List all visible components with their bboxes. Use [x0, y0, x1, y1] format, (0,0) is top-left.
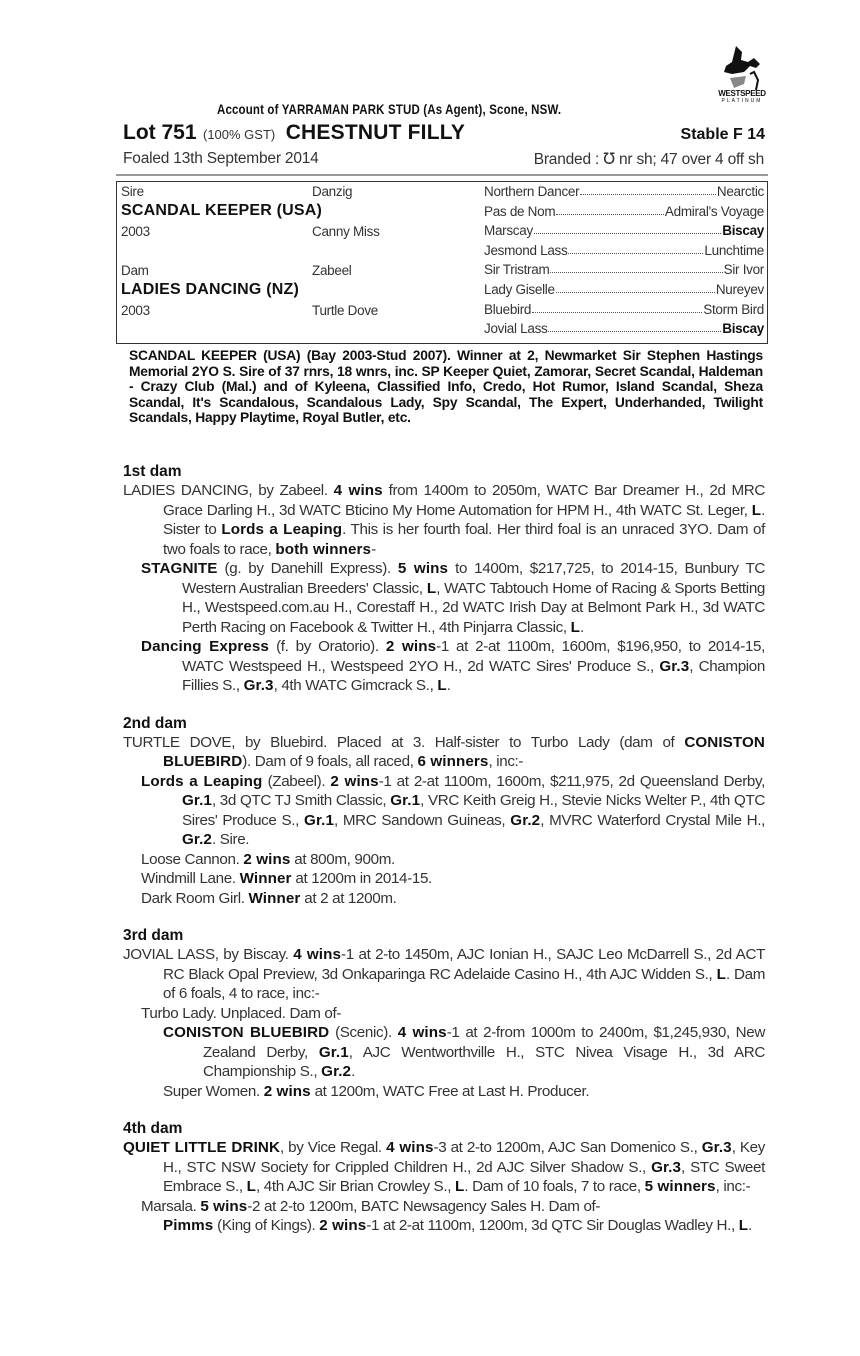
bold-text: L — [426, 579, 437, 597]
ancestor-sire: Biscay — [722, 223, 764, 239]
ancestor-name: Sir Tristram — [484, 262, 550, 278]
ancestor-name: Jovial Lass — [484, 321, 548, 337]
leader-dots — [556, 282, 715, 293]
bold-text: 2 wins — [263, 1082, 311, 1100]
text-run: , WATC Tabtouch Home of Racing & Sports Betting H., Westspeed.com.au H., Corestaff H., 2d WATC Irish Day at Belmont Park H., 3d WATC Perth Racing on Facebook & Twitter H., 4th Pinjarra Classic, — [182, 579, 766, 636]
text-run: , 4th AJC Sir Brian Crowley S., — [255, 1178, 455, 1195]
family-entry — [123, 1216, 765, 1236]
family-entry — [123, 1023, 765, 1082]
text-run: . — [351, 1063, 355, 1080]
family-entry — [123, 945, 765, 1004]
ancestor-name: Lady Giselle — [484, 282, 555, 297]
bold-text: Gr.3 — [243, 677, 274, 694]
sire-year: 2003 — [121, 224, 150, 239]
bold-text: 2 wins — [319, 1217, 367, 1234]
dam-section — [123, 462, 765, 696]
family-entry — [123, 772, 765, 850]
text-run: , Champion Fillies S., — [182, 657, 766, 694]
family-entry — [123, 733, 765, 772]
text-run: . — [446, 677, 451, 694]
bold-text: 6 winners — [417, 753, 489, 770]
ancestor-row — [484, 223, 764, 238]
family-entry — [123, 637, 765, 696]
bold-text: Gr.1 — [182, 792, 212, 809]
logo-text: WESTSPEED — [718, 89, 766, 98]
text-run: ). Dam of 9 foals, all raced, — [242, 753, 418, 770]
bold-text: Dancing Express — [141, 638, 269, 655]
text-run: - — [371, 540, 376, 558]
text-run: , by Vice Regal. — [280, 1139, 387, 1156]
family-entry — [123, 1082, 765, 1102]
text-run: -1 at 2-at 1100m, 1200m, 3d QTC Sir Douglas Wadley H., — [366, 1217, 739, 1234]
bold-text: L — [570, 618, 580, 636]
dam-section — [123, 926, 765, 1101]
bold-text: L — [246, 1178, 256, 1195]
bold-text: Lords a Leaping — [221, 521, 343, 538]
text-run: , Key H., STC NSW Society for Crippled Children H., 2d AJC Silver Shadow S., — [163, 1139, 765, 1176]
text-run: . Dam of 10 foals, 7 to race, — [464, 1178, 645, 1195]
text-run: (King of Kings). — [213, 1217, 320, 1234]
ancestor-sire: Lunchtime — [704, 242, 764, 258]
text-run: -1 at 2-at 1100m, 1600m, $211,975, 2d Queensland Derby, — [378, 772, 765, 790]
bold-text: 4 wins — [397, 1024, 447, 1041]
text-run: Super Women. — [163, 1082, 264, 1100]
bold-text: 2 wins — [243, 850, 291, 868]
ancestor-sire: Sir Ivor — [723, 262, 764, 278]
dam-name: LADIES DANCING (NZ) — [121, 281, 300, 298]
bold-text: 4 wins — [293, 946, 342, 963]
bold-text: Gr.3 — [651, 1158, 682, 1176]
ancestor-name: Marscay — [484, 223, 533, 239]
family-entry — [123, 889, 765, 909]
text-run: at 1200m in 2014-15. — [291, 870, 432, 887]
bold-text: Winner — [239, 870, 292, 887]
ancestor-row — [484, 262, 764, 277]
text-run: , STC Sweet Embrace S., — [163, 1158, 765, 1195]
text-run: , MRC Sandown Guineas, — [334, 811, 511, 829]
brand-marks: Branded : ℧ nr sh; 47 over 4 off sh — [533, 151, 764, 168]
lot-header — [123, 121, 765, 147]
bold-text: Lords a Leaping — [141, 772, 263, 790]
bold-text: Gr.2 — [510, 811, 541, 829]
bold-text: both winners — [275, 540, 372, 558]
family-entry — [123, 1004, 765, 1024]
ancestor-row — [484, 184, 764, 199]
text-run: -1 at 2-at 1100m, 1600m, $196,950, to 2014-15, WATC Westspeed H., Westspeed 2YO H., 2d WATC Sires' Produce S., — [182, 638, 765, 675]
bold-text: 2 wins — [385, 638, 437, 655]
gst-note: (100% GST) — [202, 127, 276, 142]
dam-section — [123, 1119, 765, 1236]
pedigree-table — [116, 181, 768, 344]
bold-text: Gr.3 — [659, 657, 690, 675]
bold-text: STAGNITE — [141, 560, 218, 577]
bold-text: 5 winners — [644, 1178, 716, 1195]
bold-text: Gr.1 — [304, 811, 334, 829]
bold-text: 4 wins — [333, 482, 383, 499]
bold-text: Gr.1 — [390, 792, 421, 809]
text-run: (g. by Danehill Express). — [217, 560, 398, 577]
text-run: . This is her fourth foal. Her third foal is an unraced 3YO. Dam of two foals to race, — [163, 521, 765, 558]
text-run: Marsala. — [141, 1197, 201, 1215]
bold-text: Gr.1 — [318, 1043, 349, 1061]
logo-subtext: PLATINUM — [721, 98, 763, 104]
dam-section — [123, 714, 765, 909]
ancestor-name: Bluebird — [484, 301, 532, 317]
text-run: . — [580, 618, 584, 636]
text-run: -1 at 2-from 1000m to 2400m, $1,245,930, New Zealand Derby, — [203, 1024, 766, 1061]
sire-name: SCANDAL KEEPER (USA) — [121, 202, 323, 219]
bold-text: Gr.2 — [321, 1063, 352, 1080]
dam-sire: Zabeel — [312, 263, 352, 278]
dam-dam: Turtle Dove — [312, 303, 378, 318]
ancestor-sire: Storm Bird — [703, 301, 764, 317]
text-run: , 4th WATC Gimcrack S., — [273, 677, 438, 694]
section-heading: 3rd dam — [123, 927, 184, 944]
text-run: Dark Room Girl. — [141, 889, 249, 907]
bold-text: Winner — [248, 889, 301, 907]
section-heading: 1st dam — [123, 463, 182, 480]
text-run: , MVRC Waterford Crystal Mile H., — [540, 811, 765, 829]
lot-number: Lot 751 — [123, 121, 197, 144]
text-run: at 800m, 900m. — [290, 850, 395, 868]
bold-text: Pimms — [163, 1217, 214, 1234]
ancestor-row — [484, 204, 764, 219]
bold-text: QUIET LITTLE DRINK — [123, 1139, 281, 1156]
dam-label: Dam — [121, 263, 149, 278]
horse-silhouette-icon — [720, 44, 764, 90]
ancestor-sire: Admiral's Voyage — [664, 203, 764, 219]
sire-summary: SCANDAL KEEPER (USA) (Bay 2003-Stud 2007). Winner at 2, Newmarket Sir Stephen Hastings Memorial 2YO S. Sire of 37 rnrs, 18 wnrs, inc. SP Keeper Quiet, Zamorar, Secret Scandal, Haldeman - Crazy Club (Mal.) and of Kyleena, Classified Info, Credo, Hot Rumor, Island Scandal, Sheza Scandal, It's Scandalous, Scandalous Lady, Spy Scandal, The Expert, Underhanded, Twilight Scandals, Happy Playtime, Royal Butler, etc. — [129, 348, 763, 425]
ancestor-name: Jesmond Lass — [484, 242, 568, 258]
text-run: TURTLE DOVE, by Bluebird. Placed at 3. Half-sister to Turbo Lady (dam of — [123, 733, 685, 751]
text-run: -1 at 2-to 1450m, AJC Ionian H., SAJC Leo McDarrell S., 2d ACT RC Black Opal Preview, 3d Onkaparinga RC Adelaide Casino H., 4th AJC Widden S., — [163, 946, 765, 983]
ancestor-row — [484, 321, 764, 336]
text-run: -3 at 2-to 1200m, AJC San Domenico S., — [433, 1139, 702, 1156]
text-run: from 1400m to 2050m, WATC Bar Dreamer H., 2d MRC Grace Darling H., 3d WATC Bticino My Home Automation for HPM H., 4th WATC St. Leger, — [163, 482, 765, 519]
bold-text: 5 wins — [200, 1197, 248, 1215]
text-run: , inc:- — [715, 1178, 751, 1195]
family-details — [123, 462, 765, 1254]
leader-dots — [568, 243, 703, 254]
text-run: JOVIAL LASS, by Biscay. — [123, 946, 294, 963]
text-run: . — [748, 1217, 752, 1234]
family-entry — [123, 481, 765, 559]
bold-text: L — [454, 1178, 465, 1195]
stable-location: Stable F 14 — [680, 126, 765, 143]
text-run: . Sister to — [163, 501, 765, 538]
family-entry — [123, 1138, 765, 1197]
text-run: Loose Cannon. — [141, 850, 244, 868]
family-entry — [123, 850, 765, 870]
text-run: Turbo Lady. Unplaced. Dam of- — [141, 1004, 342, 1022]
bold-text: L — [437, 677, 447, 694]
section-heading: 4th dam — [123, 1120, 183, 1137]
text-run: at 2 at 1200m. — [300, 889, 397, 907]
text-run: at 1200m, WATC Free at Last H. Producer. — [310, 1082, 590, 1100]
ancestor-row — [484, 243, 764, 258]
horse-description: CHESTNUT FILLY — [285, 121, 466, 144]
text-run: -2 at 2-to 1200m, BATC Newsagency Sales H. Dam of- — [247, 1197, 601, 1215]
family-entry — [123, 869, 765, 889]
text-run: . Dam of 6 foals, 4 to race, inc:- — [163, 965, 766, 1002]
text-run: , VRC Keith Greig H., Stevie Nicks Welter P., 4th QTC Sires' Produce S., — [182, 792, 765, 829]
sire-label: Sire — [121, 184, 144, 199]
bold-text: 4 wins — [386, 1139, 434, 1156]
text-run: , AJC Wentworthville H., STC Nivea Visage H., 3d ARC Championship S., — [203, 1043, 765, 1080]
dam-year: 2003 — [121, 303, 150, 318]
leader-dots — [550, 262, 722, 273]
text-run: (f. by Oratorio). — [268, 638, 386, 655]
bold-text: Gr.3 — [701, 1139, 732, 1156]
ancestor-sire: Nearctic — [716, 184, 764, 199]
leader-dots — [556, 204, 664, 215]
vendor-account: Account of YARRAMAN PARK STUD (As Agent), Scone, NSW. — [217, 101, 562, 117]
text-run: (Zabeel). — [262, 772, 331, 790]
text-run: Windmill Lane. — [141, 870, 240, 887]
leader-dots — [580, 184, 716, 195]
ancestor-row — [484, 282, 764, 297]
bold-text: 2 wins — [330, 772, 379, 790]
westspeed-platinum-logo — [712, 44, 772, 106]
sire-sire: Danzig — [312, 184, 353, 199]
bold-text: CONISTON BLUEBIRD — [163, 733, 765, 770]
sire-dam: Canny Miss — [312, 224, 380, 239]
bold-text: L — [716, 965, 726, 983]
bold-text: L — [751, 501, 762, 519]
section-heading: 2nd dam — [123, 714, 187, 732]
family-entry — [123, 1197, 765, 1217]
leader-dots — [548, 321, 721, 332]
bold-text: 5 wins — [397, 560, 449, 577]
bold-text: Gr.2 — [182, 831, 212, 848]
ancestor-sire: Biscay — [722, 321, 764, 337]
ancestor-row — [484, 302, 764, 317]
text-run: LADIES DANCING, by Zabeel. — [123, 482, 334, 499]
family-entry — [123, 559, 765, 637]
divider — [116, 174, 768, 176]
ancestor-name: Northern Dancer — [484, 184, 580, 199]
text-run: , 3d QTC TJ Smith Classic, — [211, 792, 391, 809]
foaled-date: Foaled 13th September 2014 — [123, 150, 319, 167]
ancestor-sire: Nureyev — [715, 282, 764, 297]
leader-dots — [532, 302, 702, 313]
text-run: . Sire. — [211, 831, 250, 848]
bold-text: L — [738, 1217, 749, 1234]
text-run: to 1400m, $217,725, to 2014-15, Bunbury TC Western Australian Breeders' Classic, — [182, 560, 765, 597]
text-run: (Scenic). — [329, 1024, 398, 1041]
ancestor-name: Pas de Nom — [484, 203, 556, 219]
leader-dots — [534, 223, 721, 234]
bold-text: CONISTON BLUEBIRD — [163, 1024, 330, 1041]
text-run: , inc:- — [488, 753, 524, 770]
